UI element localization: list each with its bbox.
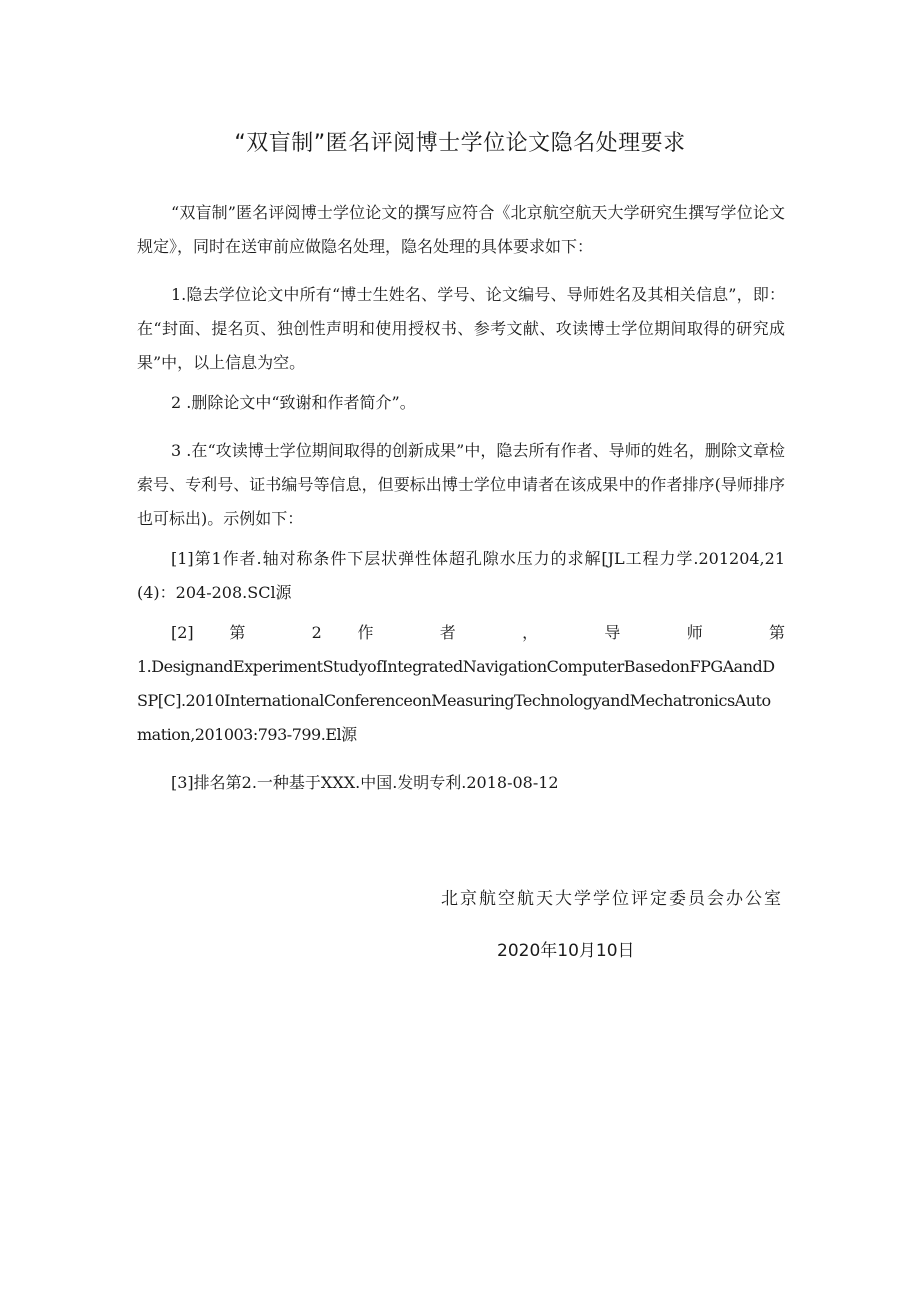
- issuing-office-signature: 北京航空航天大学学位评定委员会办公室: [441, 889, 783, 909]
- requirement-item-2: 2 .删除论文中“致谢和作者简介”。: [171, 393, 416, 412]
- intro-paragraph: “双盲制”匿名评阅博士学位论文的撰写应符合《北京航空航天大学研究生撰写学位论文规定》，同时在送审前应做隐名处理，隐名处理的具体要求如下：: [137, 203, 785, 256]
- document-body: [137, 196, 785, 800]
- example-reference-2-head: [2] 第 2 作 者 ， 导 师 第: [171, 623, 785, 642]
- example-reference-2-body: 1.DesignandExperimentStudyofIntegratedNavigationComputerBasedonFPGAandDSP[C].2010InternationalConferenceonMeasuringTechnologyandMechatronicsAutomation,201003:793-799.El源: [137, 657, 775, 744]
- requirement-item-3: 3 .在“攻读博士学位期间取得的创新成果”中，隐去所有作者、导师的姓名，删除文章检索号、专利号、证书编号等信息，但要标出博士学位申请者在该成果中的作者排序(导师排序也可标出)。示例如下：: [137, 441, 785, 528]
- issue-date: 2020年10月10日: [497, 941, 635, 961]
- document-title: “双盲制”匿名评阅博士学位论文隐名处理要求: [234, 131, 686, 156]
- requirement-item-1: 1.隐去学位论文中所有“博士生姓名、学号、论文编号、导师姓名及其相关信息”，即：在“封面、提名页、独创性声明和使用授权书、参考文献、攻读博士学位期间取得的研究成果”中，以上信息为空。: [137, 285, 785, 372]
- example-reference-3: [3]排名第2.一种基于XXX.中国.发明专利.2018-08-12: [171, 773, 559, 792]
- example-reference-1: [1]第1作者.轴对称条件下层状弹性体超孔隙水压力的求解[JL工程力学.201204,21(4)：204-208.SCl源: [137, 549, 785, 602]
